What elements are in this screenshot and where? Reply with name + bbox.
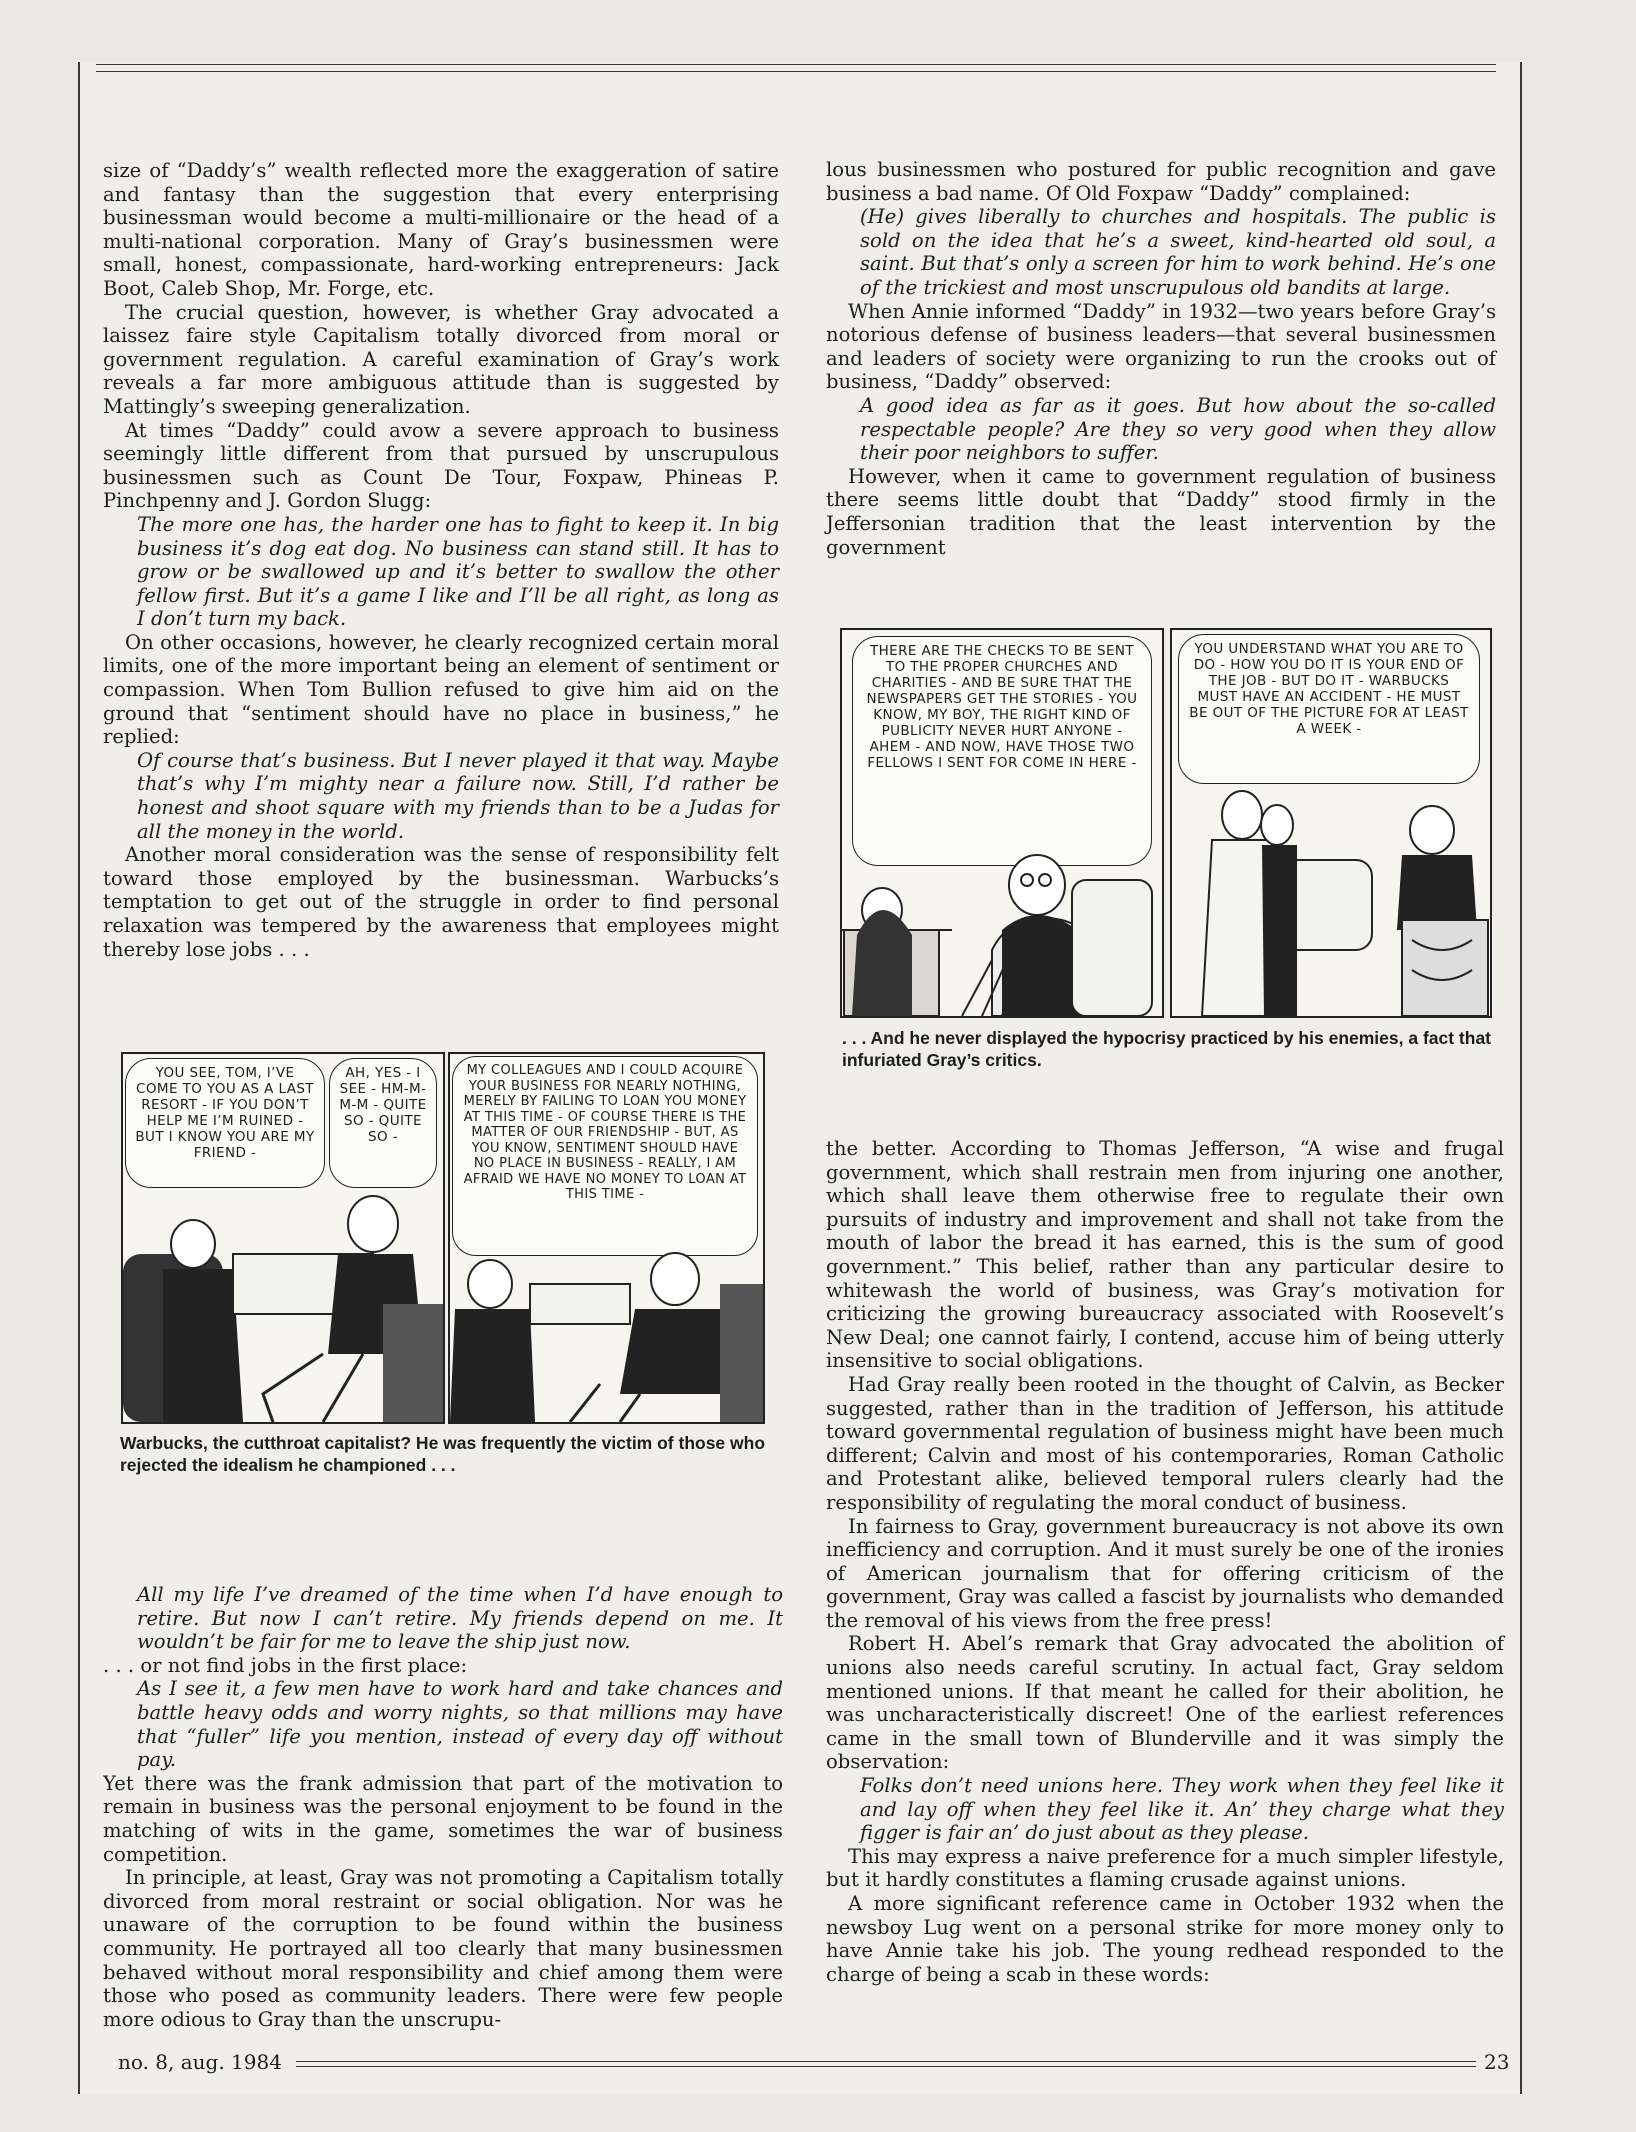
block-quote: Of course that’s business. But I never played it that way. Maybe that’s why I’m mighty near a failure now. Still, I’d rather be honest and shoot square with my friends than to be a Judas for all the money in the world. xyxy=(137,748,779,843)
speech-balloon: YOU SEE, TOM, I’VE COME TO YOU AS A LAST RESORT - IF YOU DON’T HELP ME I’M RUINED - BUT I KNOW YOU ARE MY FRIEND - xyxy=(125,1058,325,1188)
paragraph: In fairness to Gray, government bureaucracy is not above its own inefficiency and corruption. And it must surely be one of the ironies of American journalism that for offering criticism of the government, Gray was called a fascist by journalists who demanded the removal of his views from the free press! xyxy=(826,1514,1504,1632)
block-quote: Folks don’t need unions here. They work when they feel like it and lay off when they feel like it. An’ they charge what they figger is fair an’ do just about as they please. xyxy=(860,1774,1504,1845)
comic-drawing-meeting xyxy=(123,1054,443,1422)
right-column-bottom-text xyxy=(826,1137,1504,1986)
left-column-bottom-text xyxy=(103,1583,783,2031)
paragraph: The crucial question, however, is whether Gray advocated a laissez faire style Capitalism totally divorced from moral or government regulation. A careful examination of Gray’s work reveals a far more ambiguous attitude than is suggested by Mattingly’s sweeping generalization. xyxy=(103,300,779,418)
paragraph: When Annie informed “Daddy” in 1932—two years before Gray’s notorious defense of business leaders—that several businessmen and leaders of society were organizing to run the crooks out of business, “Daddy” observed: xyxy=(826,299,1496,394)
issue-footer: no. 8, aug. 1984 xyxy=(118,2050,282,2074)
comic-right-panel-2 xyxy=(1170,628,1492,1018)
paragraph: Robert H. Abel’s remark that Gray advocated the abolition of unions also needs careful scrutiny. In actual fact, Gray seldom mentioned unions. If that meant he called for their abolition, he was uncharacteristically discreet! One of the earliest references came in the small town of Blunderville and it was simply the observation: xyxy=(826,1632,1504,1774)
top-rule xyxy=(96,64,1496,65)
paragraph: the better. According to Thomas Jefferson, “A wise and frugal government, which shall restrain men from injuring one another, which shall leave them otherwise free to regulate their own pursuits of industry and improvement and shall not take from the mouth of labor the bread it has earned, this is the sum of good government.” This belief, rather than any particular desire to whitewash the world of business, was Gray’s motivation for criticizing the growing bureaucracy associated with Roosevelt’s New Deal; one cannot fairly, I contend, accuse him of being utterly insensitive to social obligations. xyxy=(826,1137,1504,1373)
left-column-top-text xyxy=(103,159,779,961)
block-quote: A good idea as far as it goes. But how about the so-called respectable people? Are they so very good when they allow their poor neighbors to suffer. xyxy=(860,393,1496,465)
paragraph: A more significant reference came in October 1932 when the newsboy Lug went on a personal strike for more money only to have Annie take his job. The young redhead responded to the charge of being a scab in these words: xyxy=(826,1892,1504,1986)
speech-balloon: AH, YES - I SEE - HM-M-M-M - QUITE SO - QUITE SO - xyxy=(329,1058,437,1188)
paragraph: size of “Daddy’s” wealth reflected more the exaggeration of satire and fantasy than the suggestion that every enterprising businessman would become a multi-millionaire or the head of a multi-national corporation. Many of Gray’s businessmen were small, honest, compassionate, hard-working entrepreneurs: Jack Boot, Caleb Shop, Mr. Forge, etc. xyxy=(103,159,779,300)
paragraph: . . . or not find jobs in the first place: xyxy=(103,1653,468,1677)
speech-balloon: THERE ARE THE CHECKS TO BE SENT TO THE PROPER CHURCHES AND CHARITIES - AND BE SURE THAT THE NEWSPAPERS GET THE STORIES - YOU KNOW, MY BOY, THE RIGHT KIND OF PUBLICITY NEVER HURT ANYONE - AHEM - AND NOW, HAVE THOSE TWO FELLOWS I SENT FOR COME IN HERE - xyxy=(852,636,1152,866)
footer-rule-second xyxy=(296,2066,1476,2067)
footer-rule xyxy=(296,2061,1476,2062)
block-quote: (He) gives liberally to churches and hospitals. The public is sold on the idea that he’s a sweet, kind-hearted old soul, a saint. But that’s only a screen for him to work behind. He’s one of the trickiest and most unscrupulous old bandits at large. xyxy=(860,205,1496,299)
page-number: 23 xyxy=(1484,2050,1510,2074)
paragraph: At times “Daddy” could avow a severe approach to business seemingly little different from that pursued by unscrupulous businessmen such as Count De Tour, Foxpaw, Phineas P. Pinchpenny and J. Gordon Slugg: xyxy=(103,418,779,513)
comic-drawing-henchmen xyxy=(1172,630,1490,1016)
paragraph: On other occasions, however, he clearly recognized certain moral limits, one of the more important being an element of sentiment or compassion. When Tom Bullion refused to give him aid on the ground that “sentiment should have no place in business,” he replied: xyxy=(103,630,779,749)
comic-left-panel-2 xyxy=(448,1052,765,1424)
block-quote: As I see it, a few men have to work hard and take chances and battle heavy odds and worry nights, so that millions may have that “fuller” life you mention, instead of every day off without pay. xyxy=(137,1677,783,1772)
paragraph: lous businessmen who postured for public recognition and gave business a bad name. Of Old Foxpaw “Daddy” complained: xyxy=(826,158,1496,205)
paragraph: Had Gray really been rooted in the thought of Calvin, as Becker suggested, rather than in the tradition of Jefferson, his attitude toward governmental regulation of business might have been much different; Calvin and most of his contemporaries, Roman Catholic and Protestant alike, believed temporal rulers clearly had the responsibility of regulating the moral conduct of business. xyxy=(826,1372,1504,1514)
top-rule-second xyxy=(96,71,1496,72)
paragraph: However, when it came to government regulation of business there seems little doubt that “Daddy” stood firmly in the Jeffersonian tradition that the least intervention by the government xyxy=(826,464,1496,559)
block-quote: All my life I’ve dreamed of the time when I’d have enough to retire. But now I can’t retire. My friends depend on me. It wouldn’t be fair for me to leave the ship just now. xyxy=(137,1583,783,1654)
comic-left-caption: Warbucks, the cutthroat capitalist? He was frequently the victim of those who rejected the idealism he championed . . . xyxy=(120,1433,766,1475)
comic-drawing-office xyxy=(842,630,1162,1016)
comic-drawing-banker xyxy=(450,1054,763,1422)
block-quote: The more one has, the harder one has to fight to keep it. In big business it’s dog eat dog. No business can stand still. It has to grow or be swallowed up and it’s better to swallow the other fellow first. But it’s a game I like and I’ll be all right, as long as I don’t turn my back. xyxy=(137,512,779,631)
comic-right-panel-1 xyxy=(840,628,1164,1018)
right-column-top-text xyxy=(826,158,1496,559)
paragraph: In principle, at least, Gray was not promoting a Capitalism totally divorced from moral restraint or social obligation. Nor was he unaware of the corruption to be found within the business community. He portrayed all too clearly that many businessmen behaved without moral responsibility and chief among them were those who posed as community leaders. There were few people more odious to Gray than the unscrupu- xyxy=(103,1866,783,2031)
comic-left-panel-1 xyxy=(121,1052,445,1424)
speech-balloon: YOU UNDERSTAND WHAT YOU ARE TO DO - HOW YOU DO IT IS YOUR END OF THE JOB - BUT DO IT - WARBUCKS MUST HAVE AN ACCIDENT - HE MUST BE OUT OF THE PICTURE FOR AT LEAST A WEEK - xyxy=(1178,634,1480,784)
comic-right-caption: . . . And he never displayed the hypocrisy practiced by his enemies, a fact that infuriated Gray’s critics. xyxy=(842,1028,1492,1070)
paragraph: Yet there was the frank admission that part of the motivation to remain in business was the personal enjoyment to be found in the matching of wits in the game, sometimes the war of business competition. xyxy=(103,1771,783,1866)
speech-balloon: MY COLLEAGUES AND I COULD ACQUIRE YOUR BUSINESS FOR NEARLY NOTHING, MERELY BY FAILING TO LOAN YOU MONEY AT THIS TIME - OF COURSE THERE IS THE MATTER OF OUR FRIENDSHIP - BUT, AS YOU KNOW, SENTIMENT SHOULD HAVE NO PLACE IN BUSINESS - REALLY, I AM AFRAID WE HAVE NO MONEY TO LOAN AT THIS TIME - xyxy=(452,1056,758,1256)
paragraph: This may express a naive preference for a much simpler lifestyle, but it hardly constitutes a flaming crusade against unions. xyxy=(826,1844,1504,1892)
paragraph: Another moral consideration was the sense of responsibility felt toward those employed by the businessman. Warbucks’s temptation to get out of the struggle in order to find personal relaxation was tempered by the awareness that employees might thereby lose jobs . . . xyxy=(103,843,779,961)
